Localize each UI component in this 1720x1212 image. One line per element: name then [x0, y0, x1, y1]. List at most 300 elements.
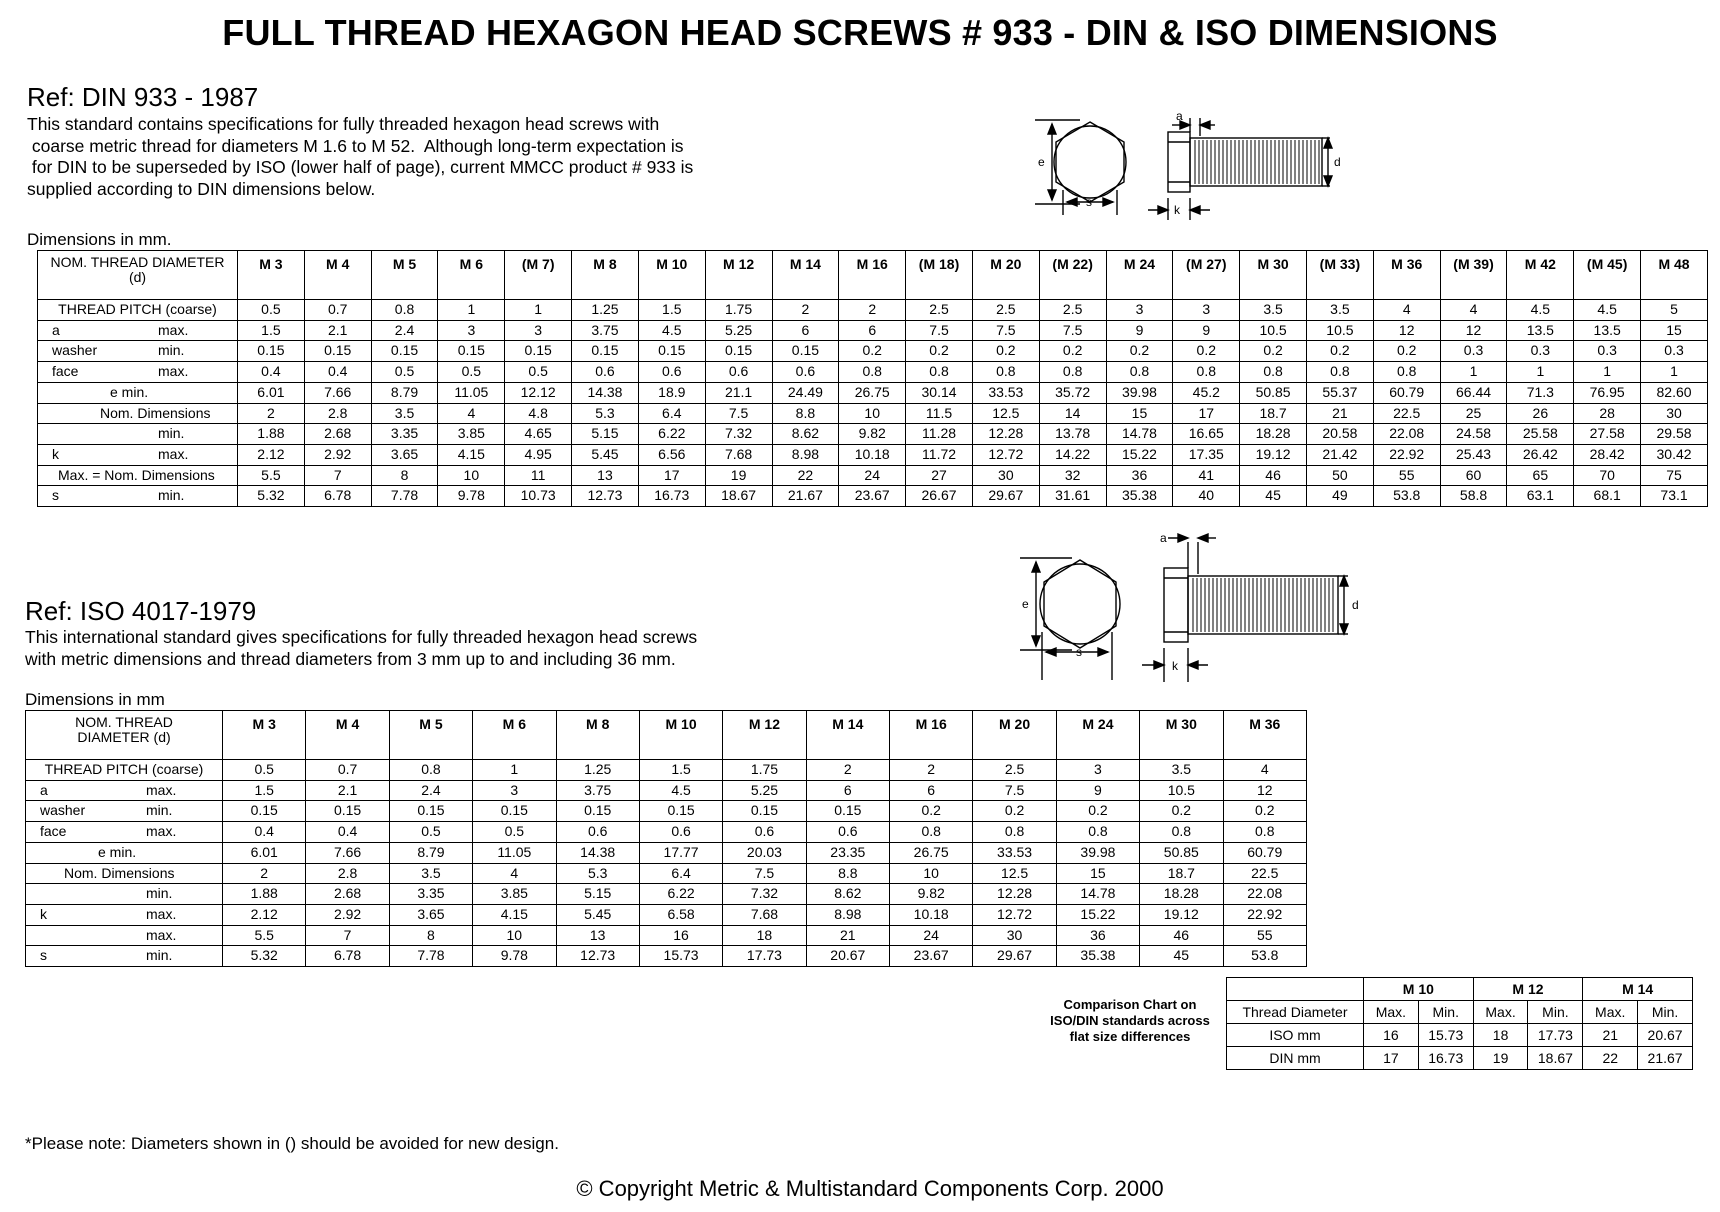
table-cell: 2 — [890, 760, 973, 781]
row-label — [26, 904, 223, 925]
table-cell: 3 — [1056, 760, 1139, 781]
table-cell: 22 — [772, 465, 839, 486]
table-cell: 17 — [638, 465, 705, 486]
size-header: (M 27) — [1173, 251, 1240, 300]
size-header: M 6 — [473, 711, 556, 760]
table-cell: 0.15 — [438, 341, 505, 362]
table-cell: 9.82 — [839, 424, 906, 445]
table-cell: 4.95 — [505, 444, 572, 465]
table-cell: 45.2 — [1173, 382, 1240, 403]
table-row — [38, 341, 1708, 362]
table-cell: 23.67 — [890, 946, 973, 967]
table-cell: 6.01 — [238, 382, 305, 403]
table-cell: 8.79 — [389, 842, 472, 863]
compare-subheader: Min. — [1528, 1001, 1583, 1024]
table-cell: 3.35 — [389, 884, 472, 905]
table-cell: 0.15 — [572, 341, 639, 362]
table-cell: 0.15 — [556, 801, 639, 822]
table-cell: 5.15 — [572, 424, 639, 445]
table-cell: 30 — [972, 465, 1039, 486]
table-cell: 0.4 — [304, 362, 371, 383]
table-cell: 12 — [1440, 320, 1507, 341]
table-cell: 12.73 — [556, 946, 639, 967]
diagram-label-k: k — [1174, 203, 1180, 217]
table-cell: 0.15 — [304, 341, 371, 362]
diagram-label-a: a — [1160, 531, 1167, 545]
row-label-sub: max. — [158, 363, 189, 380]
table-cell: 4.5 — [1574, 300, 1641, 321]
table-cell: 5.3 — [572, 403, 639, 424]
table-cell: 0.8 — [1240, 362, 1307, 383]
table-cell: 36 — [1106, 465, 1173, 486]
table-cell: 0.15 — [772, 341, 839, 362]
row-label — [38, 403, 238, 424]
row-label-sub: max. — [146, 823, 177, 840]
table-cell: 11.05 — [473, 842, 556, 863]
table-cell: 0.2 — [1373, 341, 1440, 362]
table-cell: 40 — [1173, 486, 1240, 507]
size-header: M 48 — [1641, 251, 1708, 300]
compare-subheader: Max. — [1473, 1001, 1528, 1024]
table-cell: 8.8 — [772, 403, 839, 424]
table-cell: 18.7 — [1140, 863, 1223, 884]
table-cell: 7.5 — [723, 863, 806, 884]
caption-line: flat size differences — [1069, 1029, 1191, 1044]
size-header: M 20 — [972, 251, 1039, 300]
iso-desc-line: This international standard gives specifications for fully threaded hexagon head screws — [25, 627, 698, 647]
table-cell: 13 — [572, 465, 639, 486]
header-label-line: NOM. THREAD — [75, 714, 173, 730]
table-cell: 14.22 — [1039, 444, 1106, 465]
table-cell: 6.4 — [638, 403, 705, 424]
table-cell: 0.8 — [839, 362, 906, 383]
compare-cell: 19 — [1473, 1047, 1528, 1070]
din-desc-line: coarse metric thread for diameters M 1.6 to M 52. Although long-term expectation is — [27, 135, 684, 156]
table-cell: 3.5 — [389, 863, 472, 884]
header-label-line: NOM. THREAD DIAMETER — [50, 254, 225, 270]
table-cell: 0.6 — [556, 822, 639, 843]
table-cell: 2 — [839, 300, 906, 321]
table-cell: 21.67 — [772, 486, 839, 507]
table-cell: 50.85 — [1240, 382, 1307, 403]
table-cell: 6.58 — [639, 904, 722, 925]
diagram-label-s: s — [1086, 195, 1092, 209]
table-cell: 5.5 — [238, 465, 305, 486]
table-cell: 3.75 — [556, 780, 639, 801]
table-row — [26, 842, 1307, 863]
table-cell: 0.5 — [223, 760, 306, 781]
table-cell: 0.6 — [705, 362, 772, 383]
table-cell: 0.2 — [839, 341, 906, 362]
table-cell: 11.5 — [906, 403, 973, 424]
row-label — [26, 780, 223, 801]
table-cell: 8.98 — [772, 444, 839, 465]
table-cell: 6.01 — [223, 842, 306, 863]
table-cell: 0.6 — [723, 822, 806, 843]
table-cell: 26.75 — [890, 842, 973, 863]
table-cell: 23.67 — [839, 486, 906, 507]
table-cell: 60.79 — [1223, 842, 1307, 863]
table-cell: 0.8 — [890, 822, 973, 843]
table-cell: 73.1 — [1641, 486, 1708, 507]
iso-dimensions-table — [25, 710, 1307, 967]
table-cell: 3.5 — [1140, 760, 1223, 781]
table-cell: 17.73 — [723, 946, 806, 967]
table-cell: 3.65 — [371, 444, 438, 465]
compare-row-label: ISO mm — [1227, 1024, 1364, 1047]
table-cell: 10 — [890, 863, 973, 884]
table-cell: 2.5 — [906, 300, 973, 321]
table-cell: 58.8 — [1440, 486, 1507, 507]
table-cell: 46 — [1240, 465, 1307, 486]
compare-cell: 18.67 — [1528, 1047, 1583, 1070]
table-cell: 2.1 — [304, 320, 371, 341]
table-cell: 0.15 — [806, 801, 889, 822]
table-cell: 8 — [371, 465, 438, 486]
table-cell: 0.8 — [906, 362, 973, 383]
table-cell: 10.5 — [1140, 780, 1223, 801]
compare-subheader: Max. — [1583, 1001, 1638, 1024]
table-cell: 0.15 — [723, 801, 806, 822]
din-desc-line: This standard contains specifications for fully threaded hexagon head screws with — [27, 114, 660, 134]
table-cell: 6.78 — [306, 946, 389, 967]
table-cell: 10.5 — [1307, 320, 1374, 341]
compare-cell: 15.73 — [1418, 1024, 1473, 1047]
table-cell: 16.73 — [638, 486, 705, 507]
table-cell: 35.72 — [1039, 382, 1106, 403]
table-row — [38, 486, 1708, 507]
table-cell: 45 — [1240, 486, 1307, 507]
copyright: © Copyright Metric & Multistandard Components Corp. 2000 — [576, 1176, 1164, 1201]
iso-dimensions-label: Dimensions in mm — [25, 690, 165, 709]
row-label — [26, 863, 223, 884]
iso-screw-diagram — [1012, 520, 1392, 685]
header-label — [38, 251, 238, 300]
size-header: M 36 — [1373, 251, 1440, 300]
table-row — [38, 424, 1708, 445]
table-row — [26, 760, 1307, 781]
table-row — [38, 362, 1708, 383]
table-cell: 0.8 — [1106, 362, 1173, 383]
table-cell: 15 — [1056, 863, 1139, 884]
table-cell: 0.15 — [223, 801, 306, 822]
table-cell: 0.2 — [1106, 341, 1173, 362]
table-cell: 0.6 — [772, 362, 839, 383]
table-cell: 13.5 — [1574, 320, 1641, 341]
table-cell: 2.5 — [1039, 300, 1106, 321]
row-label-text: Nom. Dimensions — [100, 404, 211, 421]
table-row — [38, 320, 1708, 341]
table-cell: 4 — [1223, 760, 1307, 781]
row-label-group: a — [40, 781, 48, 798]
table-cell: 19 — [705, 465, 772, 486]
size-header: (M 39) — [1440, 251, 1507, 300]
diagram-label-d: d — [1352, 598, 1359, 612]
header-label-line: (d) — [128, 269, 147, 285]
table-cell: 19.12 — [1140, 904, 1223, 925]
table-cell: 32 — [1039, 465, 1106, 486]
table-cell: 21 — [806, 925, 889, 946]
table-cell: 0.2 — [1039, 341, 1106, 362]
table-cell: 0.15 — [306, 801, 389, 822]
table-cell: 7.5 — [906, 320, 973, 341]
size-header: M 10 — [638, 251, 705, 300]
table-cell: 21 — [1307, 403, 1374, 424]
table-cell: 8.79 — [371, 382, 438, 403]
table-cell: 21.1 — [705, 382, 772, 403]
table-cell: 21.42 — [1307, 444, 1374, 465]
size-header: M 42 — [1507, 251, 1574, 300]
table-cell: 0.2 — [1173, 341, 1240, 362]
table-cell: 8.8 — [806, 863, 889, 884]
table-cell: 22.08 — [1223, 884, 1307, 905]
table-cell: 0.4 — [238, 362, 305, 383]
size-header: M 5 — [389, 711, 472, 760]
table-cell: 0.3 — [1641, 341, 1708, 362]
compare-row-header: Thread Diameter — [1227, 1001, 1364, 1024]
table-cell: 25 — [1440, 403, 1507, 424]
table-cell: 46 — [1140, 925, 1223, 946]
table-cell: 12.5 — [972, 403, 1039, 424]
table-cell: 0.15 — [371, 341, 438, 362]
table-cell: 19.12 — [1240, 444, 1307, 465]
din-description — [27, 114, 693, 200]
size-header: M 24 — [1106, 251, 1173, 300]
table-cell: 7.68 — [723, 904, 806, 925]
table-row — [38, 403, 1708, 424]
row-label-text: THREAD PITCH (coarse) — [58, 301, 217, 317]
table-cell: 31.61 — [1039, 486, 1106, 507]
table-cell: 0.2 — [890, 801, 973, 822]
table-cell: 6 — [806, 780, 889, 801]
table-cell: 0.8 — [1039, 362, 1106, 383]
table-cell: 12 — [1373, 320, 1440, 341]
table-cell: 1 — [1574, 362, 1641, 383]
table-cell: 10 — [473, 925, 556, 946]
row-label-sub: min. — [146, 947, 173, 964]
table-cell: 0.15 — [389, 801, 472, 822]
row-label-text: e min. — [110, 383, 149, 400]
table-cell: 82.60 — [1641, 382, 1708, 403]
table-cell: 0.7 — [304, 300, 371, 321]
table-cell: 10.73 — [505, 486, 572, 507]
table-cell: 0.6 — [572, 362, 639, 383]
table-cell: 4 — [438, 403, 505, 424]
table-cell: 6.78 — [304, 486, 371, 507]
table-cell: 1 — [1507, 362, 1574, 383]
table-row — [26, 925, 1307, 946]
compare-cell: 16.73 — [1418, 1047, 1473, 1070]
table-row — [38, 382, 1708, 403]
table-cell: 10.18 — [839, 444, 906, 465]
table-cell: 2.68 — [306, 884, 389, 905]
row-label — [38, 486, 238, 507]
compare-subheader: Min. — [1418, 1001, 1473, 1024]
table-cell: 0.2 — [1240, 341, 1307, 362]
row-label — [38, 382, 238, 403]
table-cell: 5.32 — [223, 946, 306, 967]
size-header: M 16 — [890, 711, 973, 760]
row-label-text: min. — [146, 885, 173, 902]
table-cell: 0.2 — [972, 341, 1039, 362]
table-cell: 53.8 — [1373, 486, 1440, 507]
table-cell: 3 — [1106, 300, 1173, 321]
compare-row-label: DIN mm — [1227, 1047, 1364, 1070]
table-cell: 0.5 — [371, 362, 438, 383]
table-cell: 16.65 — [1173, 424, 1240, 445]
footnote: *Please note: Diameters shown in () should be avoided for new design. — [25, 1134, 559, 1153]
table-cell: 28.42 — [1574, 444, 1641, 465]
size-header: (M 18) — [906, 251, 973, 300]
table-row — [26, 904, 1307, 925]
table-cell: 8.98 — [806, 904, 889, 925]
table-cell: 0.3 — [1440, 341, 1507, 362]
table-cell: 24.49 — [772, 382, 839, 403]
table-cell: 6 — [890, 780, 973, 801]
size-header: M 6 — [438, 251, 505, 300]
table-cell: 3.5 — [371, 403, 438, 424]
table-cell: 20.67 — [806, 946, 889, 967]
diagram-label-e: e — [1038, 155, 1045, 169]
table-cell: 22.92 — [1223, 904, 1307, 925]
table-cell: 75 — [1641, 465, 1708, 486]
size-header: M 30 — [1240, 251, 1307, 300]
size-header: M 20 — [973, 711, 1056, 760]
size-header: M 4 — [306, 711, 389, 760]
table-cell: 1.5 — [223, 780, 306, 801]
table-cell: 50 — [1307, 465, 1374, 486]
table-cell: 15 — [1106, 403, 1173, 424]
table-cell: 3.65 — [389, 904, 472, 925]
table-cell: 2 — [238, 403, 305, 424]
compare-subheader-row — [1227, 1001, 1693, 1024]
table-cell: 7.32 — [723, 884, 806, 905]
iso-ref-heading: Ref: ISO 4017-1979 — [25, 596, 257, 626]
table-cell: 14.38 — [572, 382, 639, 403]
table-cell: 0.8 — [1173, 362, 1240, 383]
table-cell: 0.2 — [1140, 801, 1223, 822]
row-label-text: e min. — [98, 843, 137, 860]
table-cell: 5 — [1641, 300, 1708, 321]
table-cell: 0.8 — [1140, 822, 1223, 843]
table-cell: 41 — [1173, 465, 1240, 486]
table-cell: 4.5 — [638, 320, 705, 341]
size-header: M 14 — [806, 711, 889, 760]
table-cell: 15.22 — [1106, 444, 1173, 465]
table-cell: 14.78 — [1106, 424, 1173, 445]
table-cell: 12.72 — [973, 904, 1056, 925]
table-cell: 5.45 — [572, 444, 639, 465]
row-label — [26, 760, 223, 781]
table-cell: 29.58 — [1641, 424, 1708, 445]
table-cell: 71.3 — [1507, 382, 1574, 403]
table-row — [38, 444, 1708, 465]
row-label — [38, 362, 238, 383]
table-cell: 5.15 — [556, 884, 639, 905]
row-label-group: s — [52, 487, 59, 504]
table-cell: 7 — [304, 465, 371, 486]
table-cell: 5.3 — [556, 863, 639, 884]
table-cell: 0.5 — [389, 822, 472, 843]
table-cell: 7.66 — [306, 842, 389, 863]
din-desc-line: for DIN to be superseded by ISO (lower half of page), current MMCC product # 933 is — [27, 157, 694, 177]
table-cell: 36 — [1056, 925, 1139, 946]
table-cell: 28 — [1574, 403, 1641, 424]
table-cell: 7.78 — [389, 946, 472, 967]
header-label — [26, 711, 223, 760]
table-cell: 7.32 — [705, 424, 772, 445]
table-cell: 2.4 — [371, 320, 438, 341]
row-label-sub: max. — [146, 905, 177, 922]
size-header: M 16 — [839, 251, 906, 300]
row-label-group: washer — [52, 342, 98, 359]
size-header: M 4 — [304, 251, 371, 300]
table-row — [26, 884, 1307, 905]
table-cell: 70 — [1574, 465, 1641, 486]
table-cell: 7.66 — [304, 382, 371, 403]
table-cell: 0.8 — [973, 822, 1056, 843]
table-cell: 1.25 — [556, 760, 639, 781]
table-cell: 33.53 — [972, 382, 1039, 403]
table-cell: 16 — [639, 925, 722, 946]
table-cell: 0.4 — [223, 822, 306, 843]
row-label-sub: min. — [158, 342, 185, 359]
size-header: (M 45) — [1574, 251, 1641, 300]
row-label — [26, 884, 223, 905]
table-cell: 12.12 — [505, 382, 572, 403]
table-cell: 9.78 — [473, 946, 556, 967]
table-cell: 0.15 — [705, 341, 772, 362]
table-cell: 22.92 — [1373, 444, 1440, 465]
table-cell: 0.15 — [639, 801, 722, 822]
table-cell: 18.7 — [1240, 403, 1307, 424]
table-cell: 17.35 — [1173, 444, 1240, 465]
iso-desc-line: with metric dimensions and thread diameters from 3 mm up to and including 36 mm. — [25, 648, 676, 669]
table-cell: 35.38 — [1056, 946, 1139, 967]
table-cell: 12 — [1223, 780, 1307, 801]
row-label-group: k — [40, 905, 47, 922]
compare-subheader: Max. — [1364, 1001, 1419, 1024]
table-cell: 0.15 — [238, 341, 305, 362]
table-cell: 27.58 — [1574, 424, 1641, 445]
row-label — [26, 925, 223, 946]
table-cell: 0.3 — [1507, 341, 1574, 362]
row-label — [26, 842, 223, 863]
table-cell: 0.8 — [1307, 362, 1374, 383]
diagram-label-k: k — [1172, 659, 1178, 673]
compare-cell: 17 — [1364, 1047, 1419, 1070]
table-cell: 9 — [1056, 780, 1139, 801]
table-cell: 7.78 — [371, 486, 438, 507]
table-cell: 2.92 — [304, 444, 371, 465]
header-label-line: DIAMETER (d) — [77, 729, 171, 745]
row-label — [26, 822, 223, 843]
table-row — [26, 863, 1307, 884]
row-label-sub: max. — [146, 781, 177, 798]
diagram-label-s: s — [1076, 645, 1082, 659]
table-cell: 0.8 — [1056, 822, 1139, 843]
compare-cell: 21 — [1583, 1024, 1638, 1047]
row-label-sub: max. — [158, 321, 189, 338]
table-cell: 2.8 — [306, 863, 389, 884]
table-cell: 13.5 — [1507, 320, 1574, 341]
size-header: M 24 — [1056, 711, 1139, 760]
table-cell: 11.72 — [906, 444, 973, 465]
row-label — [38, 424, 238, 445]
din-ref-heading: Ref: DIN 933 - 1987 — [27, 82, 259, 112]
row-label-sub: min. — [146, 802, 173, 819]
table-cell: 9 — [1106, 320, 1173, 341]
